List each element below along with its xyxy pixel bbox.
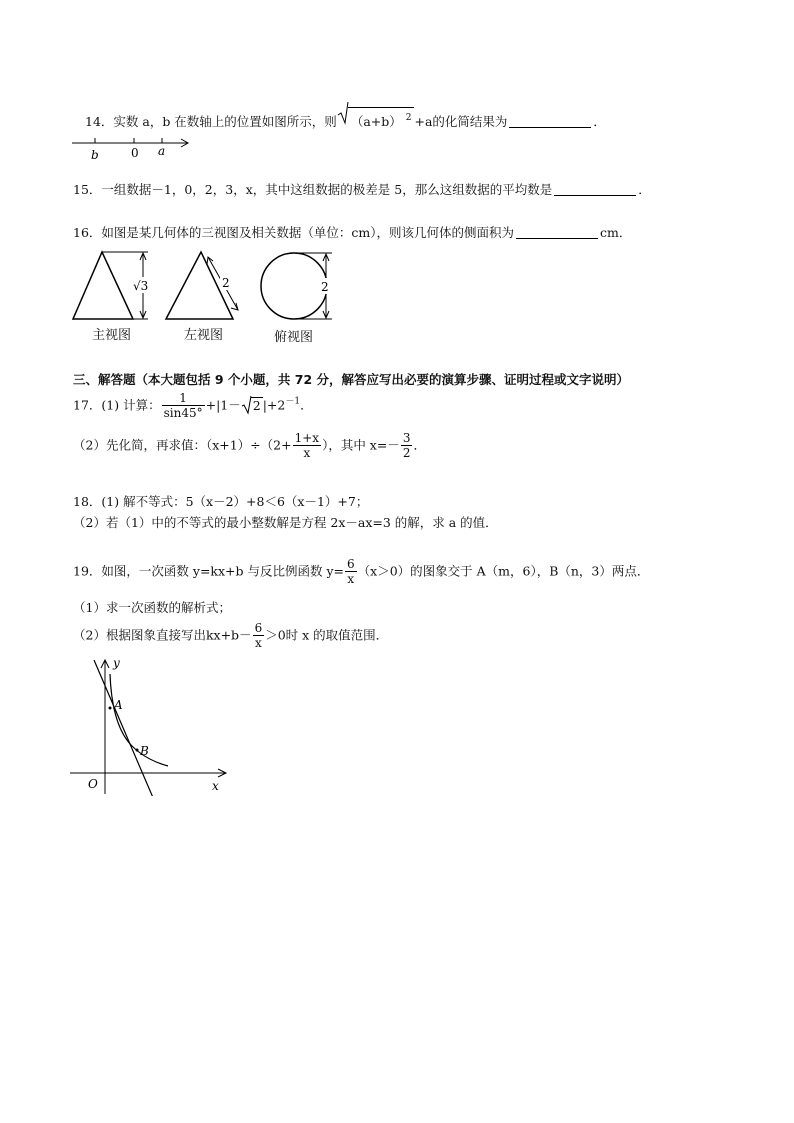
axis-label-b: b [91, 148, 99, 162]
q17-part2-mid: ），其中 x=－ [322, 437, 400, 453]
q19-frac2-den: x [254, 636, 262, 650]
q19-line1-b: （x＞0）的图象交于 A（m，6），B（n，3）两点． [357, 563, 650, 579]
question-18-line-1: 18．(1) 解不等式：5（x－2）+8＜6（x－1）+7； [73, 494, 369, 509]
axis-label-a: a [158, 144, 166, 158]
side-slant-label: 2 [222, 276, 230, 290]
top-view [261, 253, 332, 319]
q17-frac-den: sin45° [163, 406, 203, 420]
q17-abs-part: +|1－ [205, 397, 241, 413]
sqrt-sign-icon [337, 101, 349, 125]
point-b-label: B [140, 744, 149, 758]
q17-fraction-2 [293, 432, 321, 460]
front-view [73, 252, 152, 319]
q19-frac2-num: 6 [254, 621, 263, 635]
q17-part2-prefix: （2）先化简，再求值：（x+1）÷（2+ [73, 437, 292, 453]
q16-end: cm． [600, 225, 632, 240]
q15-text: 15．一组数据－1，0，2，3，x，其中这组数据的极差是 5，那么这组数据的平均数是 [73, 182, 553, 197]
q17-tail: |+2 [262, 397, 286, 413]
q14-end: ． [593, 114, 606, 129]
question-15 [73, 182, 651, 198]
q17-part2-end: ． [413, 437, 426, 453]
q14-text-before: 14．实数 a，b 在数轴上的位置如图所示，则 [85, 114, 337, 129]
q19-line3-b: ＞0时 x 的取值范围． [265, 627, 389, 643]
side-view [166, 252, 238, 319]
q14-radicand: （a+b） [350, 114, 402, 129]
q17-part1-prefix: 17．(1) 计算： [73, 397, 161, 413]
q17-exponent: －1 [285, 396, 301, 407]
q19-line3-a: （2）根据图象直接写出kx+b－ [73, 627, 252, 643]
q19-line1-a: 19．如图，一次函数 y=kx+b 与反比例函数 y= [73, 563, 344, 579]
q17-frac3-num: 3 [402, 431, 411, 445]
q17-period: ． [300, 397, 313, 413]
q16-text: 16．如图是某几何体的三视图及相关数据（单位：cm），则该几何体的侧面积为 [73, 225, 515, 240]
question-17-part-1 [73, 392, 313, 420]
q17-fraction [162, 392, 205, 420]
x-axis-label: x [212, 779, 219, 793]
q19-frac-num: 6 [347, 557, 355, 571]
question-19-line-3 [73, 622, 388, 650]
point-a-label: A [114, 698, 123, 712]
sqrt-sign-icon [241, 395, 252, 415]
q14-sqrt [337, 107, 415, 130]
q14-number-line [70, 134, 195, 162]
q19-frac-den: x [347, 572, 355, 586]
q15-answer-blank[interactable] [554, 183, 636, 196]
front-height-label: √3 [133, 279, 149, 293]
q14-answer-blank[interactable] [509, 115, 591, 128]
q19-function-graph [66, 656, 236, 796]
question-19-line-2: （1）求一次函数的解析式； [73, 600, 231, 615]
question-19-line-1 [73, 558, 649, 586]
q17-frac-num: 1 [162, 392, 205, 406]
q19-fraction-2 [253, 622, 265, 650]
y-axis-label: y [113, 656, 120, 670]
q17-frac2-den: x [303, 446, 311, 460]
q16-answer-blank[interactable] [516, 226, 598, 239]
question-16 [73, 225, 631, 241]
caption-side-view: 左视图 [184, 328, 224, 343]
top-diameter-label: 2 [321, 280, 329, 294]
section-3-title: 三、解答题（本大题包括 9 个小题，共 72 分，解答应写出必要的演算步骤、证明过程或文字说明） [73, 372, 630, 387]
q17-sqrt2: 2 [241, 398, 263, 414]
axis-label-zero: 0 [131, 146, 139, 160]
caption-top-view: 俯视图 [274, 330, 314, 345]
q15-end: ． [638, 182, 651, 197]
origin-label: O [88, 777, 98, 791]
q14-exponent: 2 [405, 113, 412, 123]
q17-frac2-num: 1+x [294, 431, 320, 445]
q17-frac3-den: 2 [402, 446, 411, 460]
question-17-part-2 [73, 432, 426, 460]
caption-front-view: 主视图 [92, 328, 132, 343]
q14-text-after: 的化简结果为 [432, 114, 508, 129]
question-14 [85, 107, 606, 130]
q19-fraction [345, 558, 357, 586]
q17-fraction-3 [401, 432, 413, 460]
q14-plus-a: +a [414, 114, 433, 129]
question-18-line-2: （2）若（1）中的不等式的最小整数解是方程 2x－ax=3 的解，求 a 的值． [73, 515, 498, 530]
